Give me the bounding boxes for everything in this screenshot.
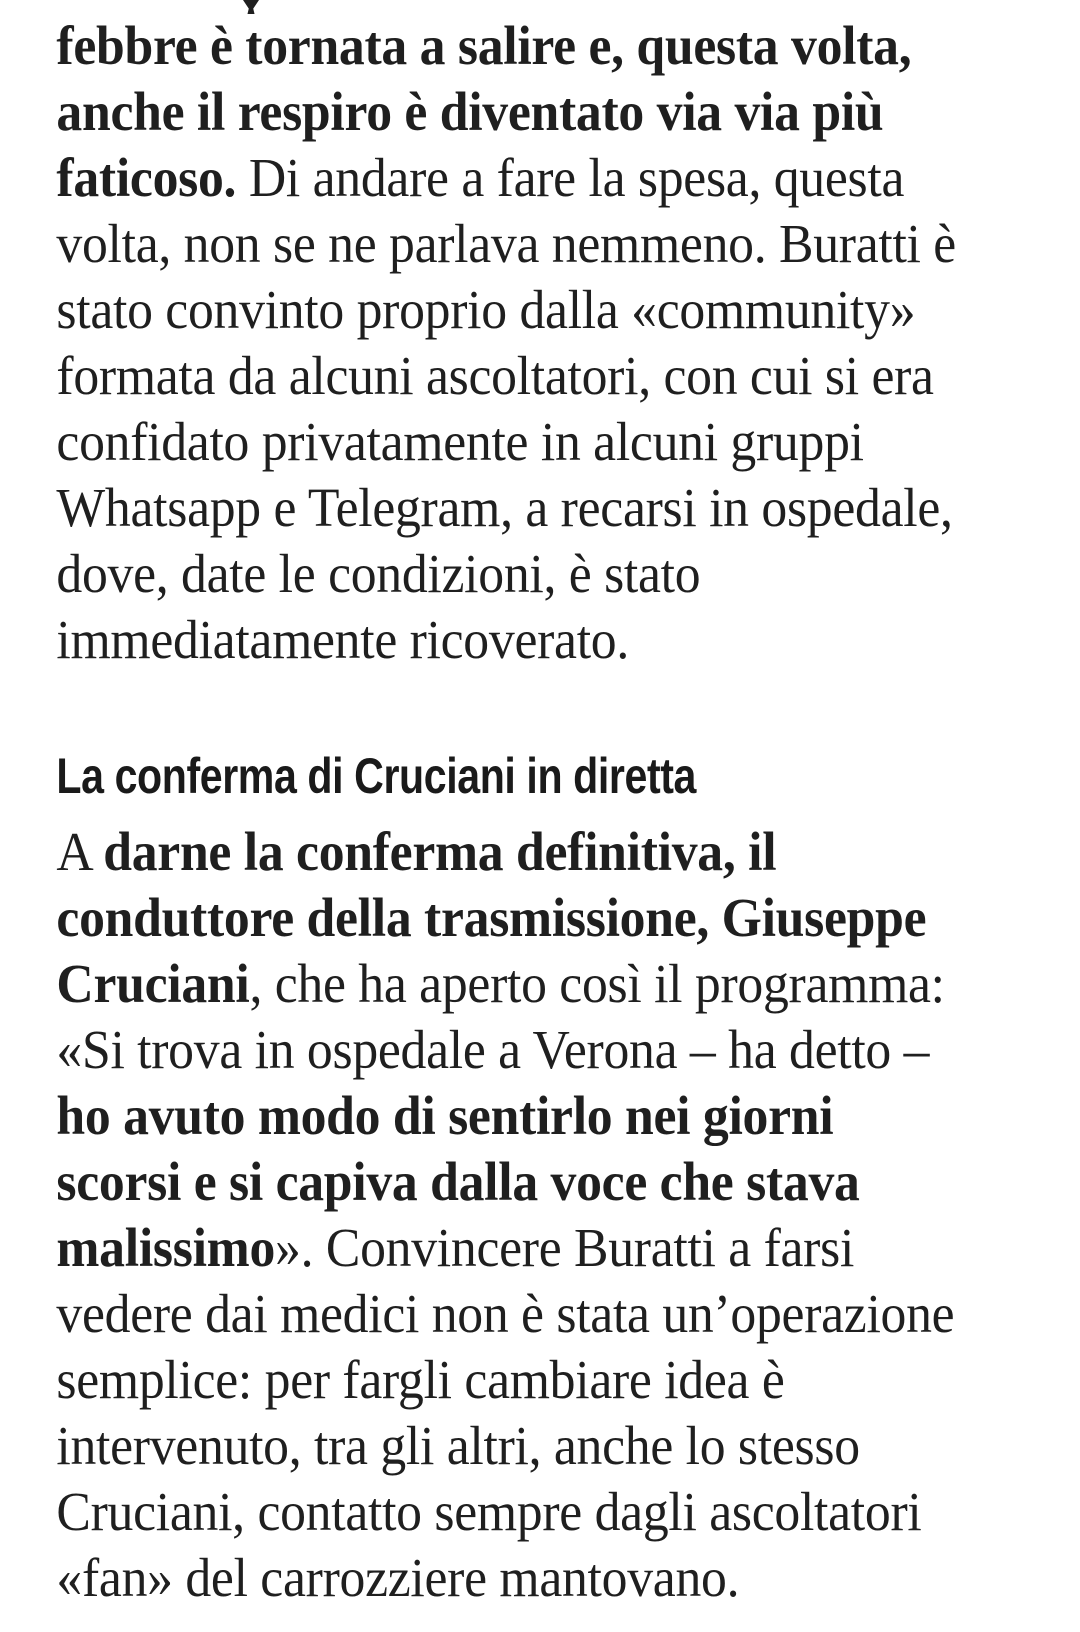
text-segment: darne la conferma definitiva, il	[103, 821, 777, 882]
text-line	[56, 79, 1071, 145]
text-segment: ho avuto modo di sentirlo nei giorni	[56, 1085, 834, 1146]
text-segment: Di andare a fare la spesa, questa	[236, 147, 905, 208]
text-segment: «fan» del carrozziere mantovano.	[56, 1547, 740, 1608]
text-segment: volta, non se ne parlava nemmeno. Buratti è	[56, 213, 956, 274]
text-line	[56, 475, 1071, 541]
text-line	[56, 1479, 1071, 1545]
text-line	[56, 951, 1071, 1017]
text-line	[56, 1545, 1071, 1611]
text-segment: ». Convincere Buratti a farsi	[275, 1217, 855, 1278]
text-line	[56, 1413, 1071, 1479]
text-segment: formata da alcuni ascoltatori, con cui si era	[56, 345, 934, 406]
text-segment: stato convinto proprio dalla «community»	[56, 279, 916, 340]
text-segment: anche il respiro è diventato via via più	[56, 81, 884, 142]
paragraph-2	[56, 819, 1071, 1611]
text-segment: Whatsapp e Telegram, a recarsi in ospedale,	[56, 477, 953, 538]
text-segment: Cruciani	[56, 953, 250, 1014]
text-segment: conduttore della trasmissione, Giuseppe	[56, 887, 927, 948]
text-line	[56, 885, 1071, 951]
text-segment: confidato privatamente in alcuni gruppi	[56, 411, 864, 472]
text-line	[56, 1215, 1071, 1281]
text-segment: febbre è tornata a salire e, questa volta,	[56, 15, 912, 76]
paragraph-1	[56, 13, 1071, 673]
text-segment: Cruciani, contatto sempre dagli ascoltatori	[56, 1481, 922, 1542]
text-line	[56, 211, 1071, 277]
text-segment: malissimo	[56, 1217, 276, 1278]
text-line	[56, 1017, 1071, 1083]
text-line	[56, 343, 1071, 409]
text-line	[56, 13, 1071, 79]
text-line	[56, 409, 1071, 475]
text-segment: A	[56, 821, 104, 882]
section-subheading: La conferma di Cruciani in diretta	[56, 748, 696, 804]
text-line	[56, 277, 1071, 343]
text-segment: vedere dai medici non è stata un’operazione	[56, 1283, 955, 1344]
text-segment: scorsi e si capiva dalla voce che stava	[56, 1151, 860, 1212]
text-segment: intervenuto, tra gli altri, anche lo stesso	[56, 1415, 860, 1476]
text-line	[56, 1347, 1071, 1413]
text-line	[56, 1083, 1071, 1149]
text-line	[56, 607, 1071, 673]
text-line	[56, 1149, 1071, 1215]
text-line	[56, 819, 1071, 885]
text-segment: , che ha aperto così il programma:	[249, 953, 945, 1014]
text-line	[56, 1281, 1071, 1347]
text-line	[56, 145, 1071, 211]
text-segment: semplice: per fargli cambiare idea è	[56, 1349, 785, 1410]
text-segment: faticoso.	[56, 147, 237, 208]
text-line	[56, 541, 1071, 607]
text-segment: «Si trova in ospedale a Verona – ha detto –	[56, 1019, 930, 1080]
text-segment: immediatamente ricoverato.	[56, 609, 630, 670]
text-segment: dove, date le condizioni, è stato	[56, 543, 701, 604]
